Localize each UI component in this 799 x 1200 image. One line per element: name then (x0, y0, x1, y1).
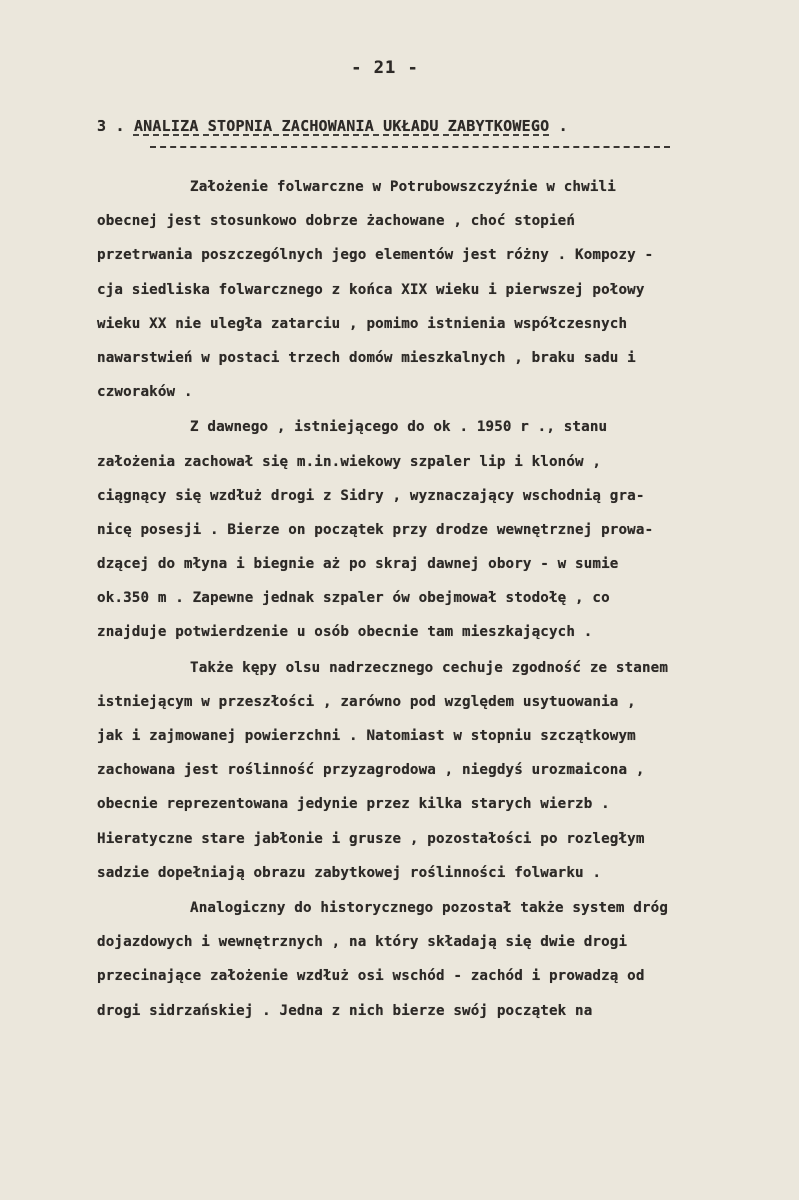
text-line: dojazdowych i wewnętrznych , na który składają się dwie drogi (97, 934, 628, 951)
text-line: zachowana jest roślinność przyzagrodowa , niegdyś urozmaicona , (97, 762, 645, 779)
text-line: Z dawnego , istniejącego do ok . 1950 r ., stanu (190, 419, 608, 436)
page-number: - 21 - (351, 58, 419, 78)
text-line: założenia zachował się m.in.wiekowy szpaler lip i klonów , (97, 453, 602, 470)
text-line: obecnie reprezentowana jedynie przez kilka starych wierzb . (97, 796, 610, 813)
paragraph-3 (97, 657, 787, 896)
text-line: przecinające założenie wzdłuż osi wschód - zachód i prowadzą od (97, 968, 645, 985)
text-line: drogi sidrzańskiej . Jedna z nich bierze swój początek na (97, 1002, 593, 1019)
text-line: nawarstwień w postaci trzech domów mieszkalnych , braku sadu i (97, 349, 636, 366)
text-line: nicę posesji . Bierze on początek przy drodze wewnętrznej prowa- (97, 521, 654, 538)
text-line: cja siedliska folwarcznego z końca XIX wieku i pierwszej połowy (97, 281, 645, 298)
paragraph-1 (97, 176, 787, 415)
text-line: ok.350 m . Zapewne jednak szpaler ów obejmował stodołę , co (97, 590, 610, 607)
section-number: 3 . (97, 117, 125, 135)
section-heading (97, 117, 568, 135)
body-text (97, 176, 787, 1034)
text-line: czworaków . (97, 384, 193, 401)
paragraph-4 (97, 897, 787, 1034)
text-line: sadzie dopełniają obrazu zabytkowej roślinności folwarku . (97, 864, 602, 881)
text-line: Także kępy olsu nadrzecznego cechuje zgodność ze stanem (190, 659, 669, 676)
text-line: znajduje potwierdzenie u osób obecnie tam mieszkających . (97, 624, 593, 641)
heading-underline (150, 146, 670, 148)
paragraph-2 (97, 416, 787, 655)
text-line: Analogiczny do historycznego pozostał także system dróg (190, 899, 669, 916)
text-line: Założenie folwarczne w Potrubowszczyźnie w chwili (190, 179, 616, 195)
text-line: Hieratyczne stare jabłonie i grusze , pozostałości po rozległym (97, 830, 645, 847)
text-line: obecnej jest stosunkowo dobrze żachowane , choć stopień (97, 213, 576, 230)
text-line: istniejącym w przeszłości , zarówno pod względem usytuowania , (97, 693, 636, 710)
text-line: wieku XX nie uległa zatarciu , pomimo istnienia współczesnych (97, 315, 628, 332)
text-line: jak i zajmowanej powierzchni . Natomiast w stopniu szczątkowym (97, 728, 636, 744)
section-title-trailing: . (558, 117, 568, 135)
text-line: przetrwania poszczególnych jego elementów jest różny . Kompozy - (97, 247, 654, 264)
section-title: ANALIZA STOPNIA ZACHOWANIA UKŁADU ZABYTKOWEGO (133, 117, 550, 135)
text-line: ciągnący się wzdłuż drogi z Sidry , wyznaczający wschodnią gra- (97, 487, 645, 504)
text-line: dzącej do młyna i biegnie aż po skraj dawnej obory - w sumie (97, 556, 619, 573)
